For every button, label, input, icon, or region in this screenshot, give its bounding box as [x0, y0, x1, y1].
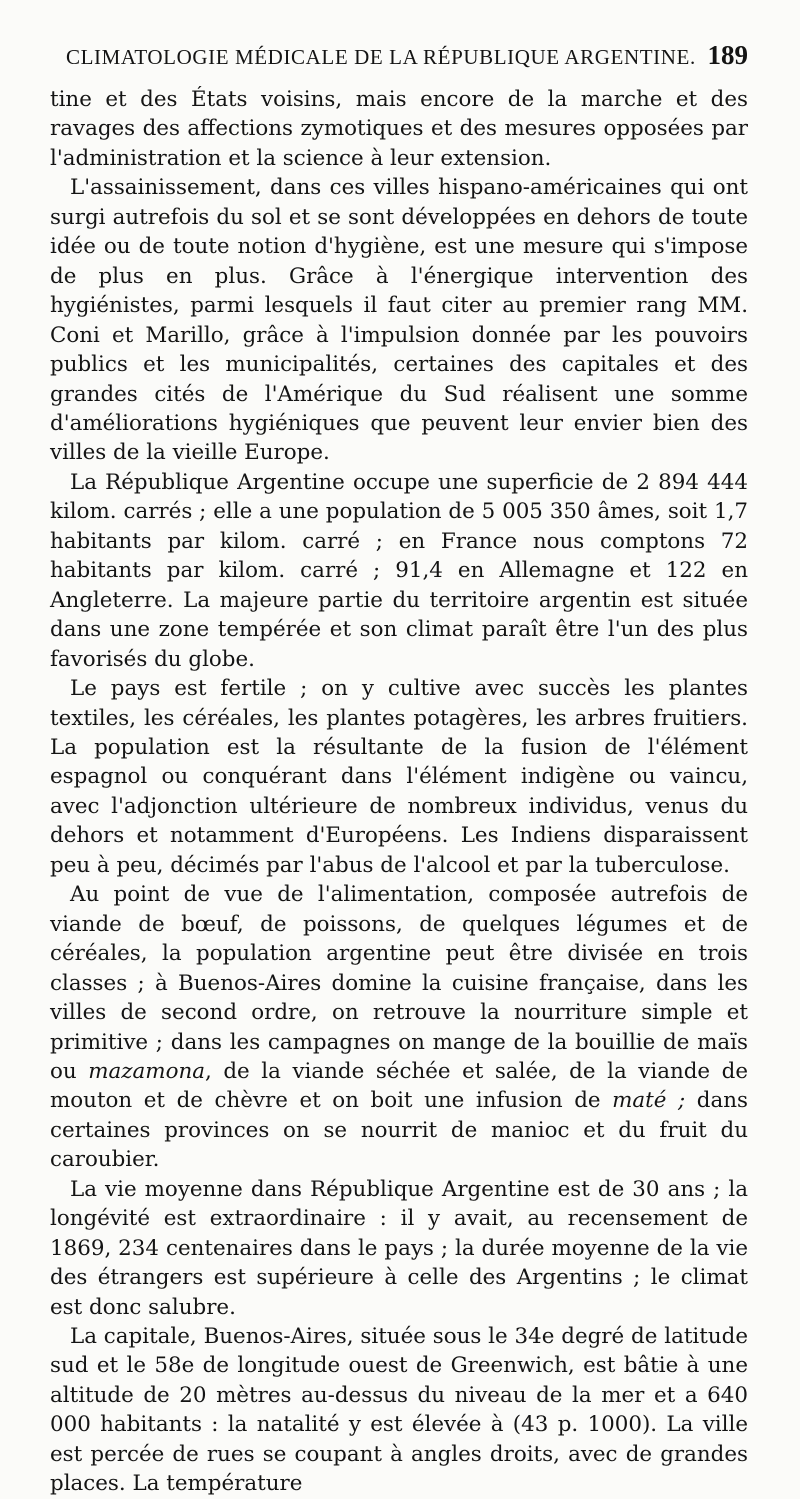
- alimentation-text-1: Au point de vue de l'alimentation, composée autrefois de viande de bœuf, de poissons, de quelques légumes et de céréales, la population argentine peut être divisée en trois classes ; à Buenos-Aires domine la cuisine française, dans les villes de second ordre, on retrouve la nourriture simple et primitive ; dans les campagnes on mange de la bouillie de maïs ou: [50, 882, 748, 1084]
- paragraph-assainissement: L'assainissement, dans ces villes hispano-américaines qui ont surgi autrefois du sol et se sont développées en dehors de toute idée ou de toute notion d'hygiène, est une mesure qui s'impose de plus en plus. Grâce à l'énergique intervention des hygiénistes, parmi lesquels il faut citer au premier rang MM. Coni et Marillo, grâce à l'impulsion donnée par les pouvoirs publics et les municipalités, certaines des capitales et des grandes cités de l'Amérique du Sud réalisent une somme d'améliorations hygiéniques que peuvent leur envier bien des villes de la vieille Europe.: [50, 175, 748, 466]
- paragraph-alimentation: [50, 880, 748, 1175]
- paragraph-superficie: La République Argentine occupe une superficie de 2 894 444 kilom. carrés ; elle a une population de 5 005 350 âmes, soit 1,7 habitants par kilom. carré ; en France nous comptons 72 habitants par kilom. carré ; 91,4 en Allemagne et 122 en Angleterre. La majeure partie du territoire argentin est située dans une zone tempérée et son climat paraît être l'un des plus favorisés du globe.: [50, 469, 748, 672]
- running-head: [50, 40, 748, 71]
- paragraph-capitale: La capitale, Buenos-Aires, située sous le 34e degré de latitude sud et le 58e de longitude ouest de Greenwich, est bâtie à une altitude de 20 mètres au-dessus du niveau de la mer et a 640 000 habitants : la natalité y est élevée à (43 p. 1000). La ville est percée de rues se coupant à angles droits, avec de grandes places. La température: [50, 1324, 748, 1497]
- paragraph-continuation: tine et des États voisins, mais encore de la marche et des ravages des affections zymotiques et des mesures opposées par l'administration et la science à leur extension.: [50, 87, 748, 171]
- alimentation-text-3: dans certaines provinces on se nourrit de manioc et du fruit du caroubier.: [50, 1088, 748, 1173]
- page-number: 189: [707, 40, 748, 70]
- italic-mazamona: mazamona: [88, 1058, 205, 1084]
- italic-mate: maté ;: [612, 1088, 686, 1114]
- paragraph-vie-moyenne: La vie moyenne dans République Argentine est de 30 ans ; la longévité est extraordinaire : il y avait, au recensement de 1869, 234 centenaires dans le pays ; la durée moyenne de la vie des étrangers est supérieure à celle des Argentins ; le climat est donc salubre.: [50, 1176, 748, 1320]
- body-text: [50, 85, 748, 1499]
- alimentation-text-2: , de la viande séchée et salée, de la viande de mouton et de chèvre et on boit une infusion de: [50, 1058, 748, 1114]
- running-title: CLIMATOLOGIE MÉDICALE DE LA RÉPUBLIQUE ARGENTINE.: [66, 45, 696, 69]
- paragraph-pays-fertile: Le pays est fertile ; on y cultive avec succès les plantes textiles, les céréales, les plantes potagères, les arbres fruitiers. La population est la résultante de la fusion de l'élément espagnol ou conquérant dans l'élément indigène ou vaincu, avec l'adjonction ultérieure de nombreux individus, venus du dehors et notamment d'Européens. Les Indiens disparaissent peu à peu, décimés par l'abus de l'alcool et par la tuberculose.: [50, 676, 748, 878]
